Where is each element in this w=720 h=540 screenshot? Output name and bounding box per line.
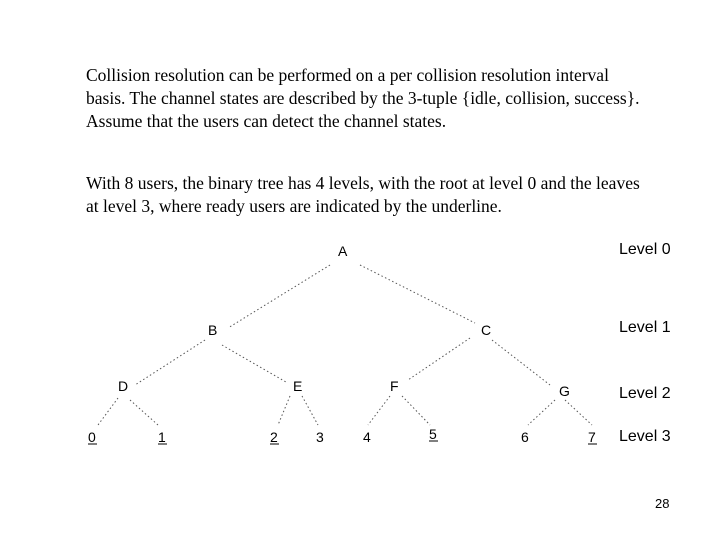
leaf-4: 4 [363, 429, 371, 445]
level-2-label: Level 2 [619, 385, 671, 402]
leaf-3: 3 [316, 429, 324, 445]
edge-a-b [228, 265, 330, 328]
edge-b-e [222, 345, 286, 382]
edge-a-c [360, 265, 475, 323]
edge-d-1 [130, 400, 158, 425]
edge-d-0 [98, 398, 118, 425]
level-3-label: Level 3 [619, 428, 671, 445]
node-f: F [390, 378, 399, 394]
leaf-7: 7 [588, 429, 596, 445]
leaf-6: 6 [521, 429, 529, 445]
edge-f-5 [402, 396, 430, 425]
edge-f-4 [368, 396, 390, 425]
leaf-0: 0 [88, 429, 96, 445]
node-a: A [338, 243, 348, 259]
edge-g-7 [565, 400, 592, 425]
edge-b-d [135, 340, 205, 385]
edge-g-6 [528, 400, 555, 425]
tree-edges [98, 265, 592, 425]
node-g: G [559, 383, 570, 399]
page-number: 28 [655, 496, 670, 511]
node-b: B [208, 322, 218, 338]
level-1-label: Level 1 [619, 319, 671, 336]
edge-c-g [492, 340, 550, 385]
level-0-label: Level 0 [619, 241, 671, 258]
tree-description-paragraph: With 8 users, the binary tree has 4 levels, with the root at level 0 and the leaves at level 3, where ready users are indicated by the underline. [86, 173, 640, 216]
edge-e-2 [278, 396, 290, 425]
leaf-1: 1 [158, 429, 166, 445]
edge-c-f [408, 338, 470, 380]
leaf-2: 2 [270, 429, 278, 445]
node-d: D [118, 378, 129, 394]
intro-paragraph: Collision resolution can be performed on a per collision resolution interval basis. The channel states are described by the 3-tuple {idle, collision, success}. Assume that the users can detect the channel states. [86, 65, 640, 131]
node-e: E [293, 378, 303, 394]
edge-e-3 [302, 396, 318, 425]
node-c: C [481, 322, 492, 338]
leaf-5: 5 [429, 426, 437, 442]
